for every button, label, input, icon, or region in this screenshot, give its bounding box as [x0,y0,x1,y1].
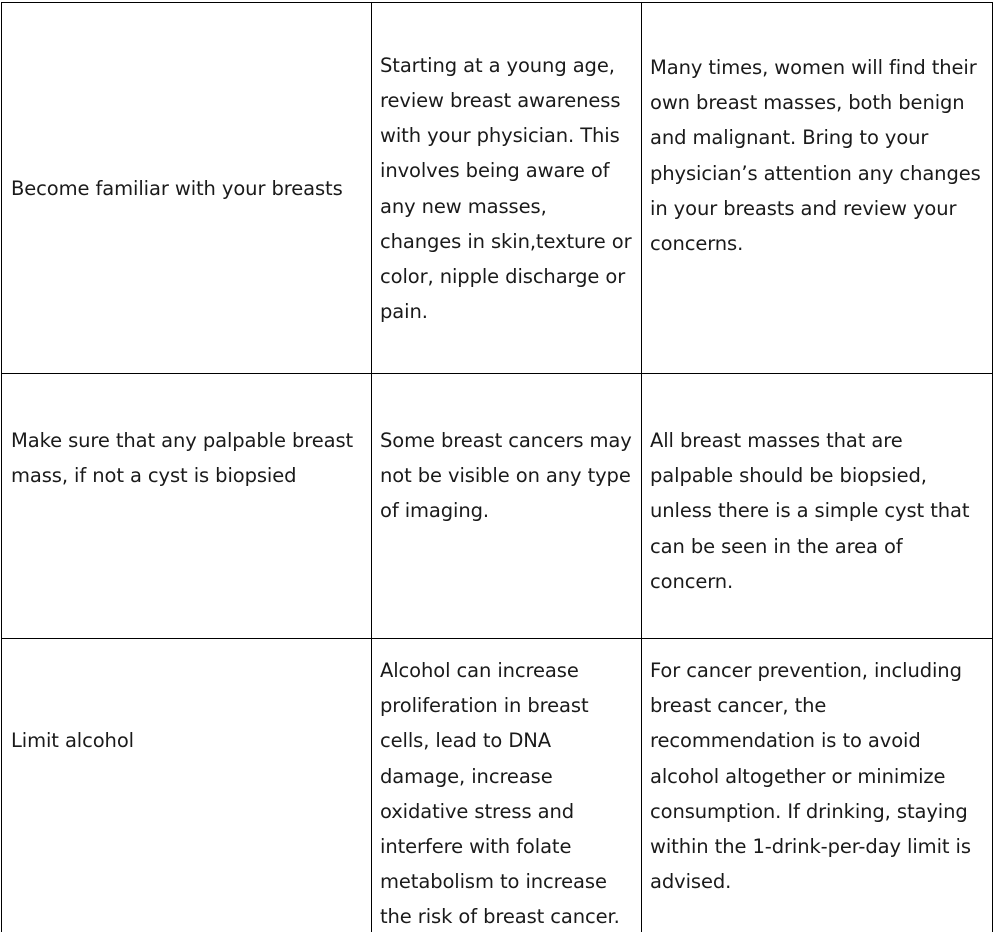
table-cell-details [641,3,994,374]
rationale-text: Starting at a young age, review breast awareness with your physician. This involves being aware of any new masses, changes in skin,texture or color, nipple discharge or pain. [380,53,632,324]
table-cell-rationale [371,639,642,939]
table-cell-recommendation [2,639,372,939]
details-text: For cancer prevention, including breast cancer, the recommendation is to avoid alcohol altogether or minimize consumption. If drinking, staying within the 1-drink-per-day limit is advised. [650,659,971,894]
recommendation-text: Limit alcohol [11,729,134,752]
recommendations-table [1,2,993,932]
table-cell-recommendation [2,3,372,374]
table-cell-details [641,639,994,939]
table-cell-rationale [371,3,642,374]
rationale-text: Some breast cancers may not be visible on any type of imaging. [380,429,632,523]
details-text: Many times, women will find their own breast masses, both benign and malignant. Bring to your physician’s attention any changes in your breasts and review your concerns. [650,56,981,256]
recommendation-text: Become familiar with your breasts [11,176,343,200]
table-cell-rationale [371,374,642,639]
table-cell-recommendation [2,374,372,639]
recommendation-text: Make sure that any palpable breast mass, if not a cyst is biopsied [11,429,354,488]
table-cell-details [641,374,994,639]
details-text: All breast masses that are palpable should be biopsied, unless there is a simple cyst that can be seen in the area of concern. [650,429,970,593]
rationale-text: Alcohol can increase proliferation in breast cells, lead to DNA damage, increase oxidative stress and interfere with folate metabolism to increase the risk of breast cancer. [380,659,620,929]
